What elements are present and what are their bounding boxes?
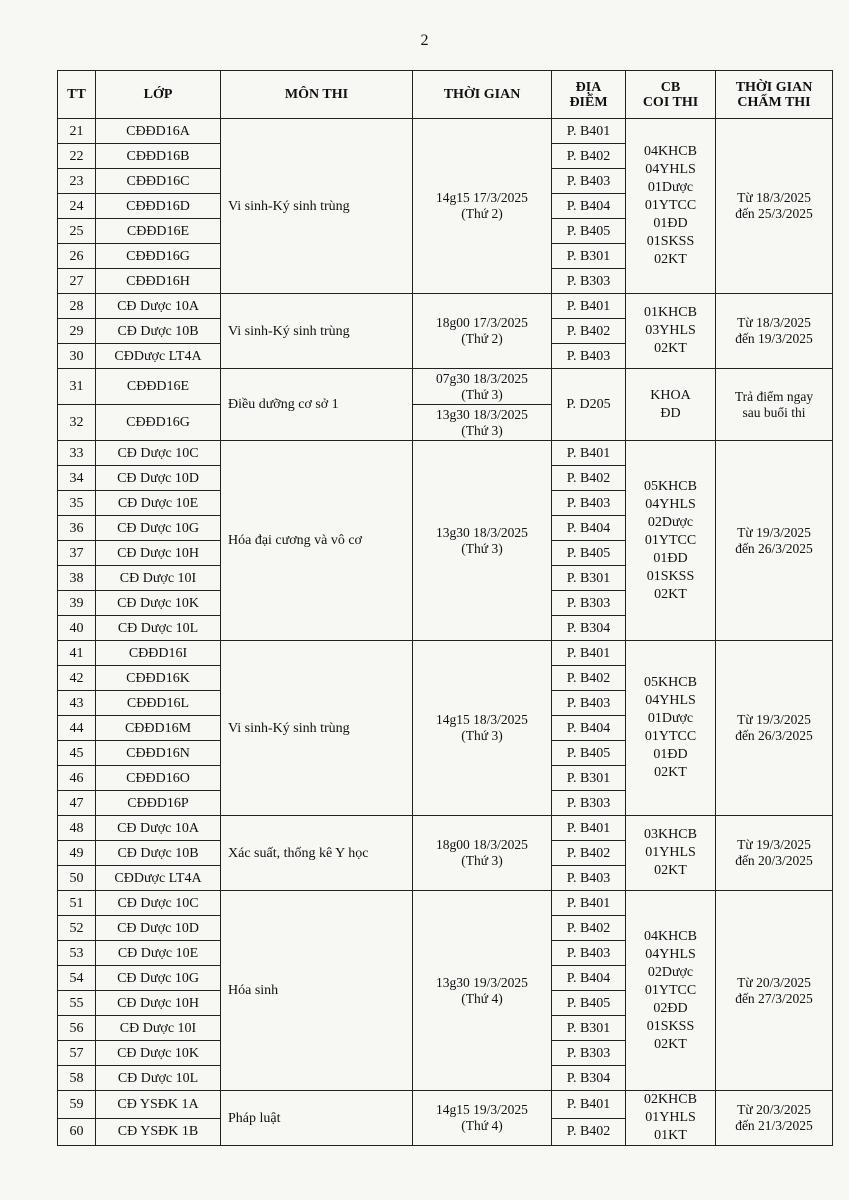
exam-room: P. B405	[552, 991, 626, 1016]
header-tt: TT	[58, 71, 96, 119]
row-number: 42	[58, 666, 96, 691]
proctor-list: 02KHCB 01YHLS 01KT	[626, 1091, 716, 1146]
row-number: 28	[58, 294, 96, 319]
exam-room: P. B405	[552, 541, 626, 566]
row-number: 45	[58, 741, 96, 766]
exam-room: P. B403	[552, 941, 626, 966]
exam-time: 07g30 18/3/2025 (Thứ 3)	[413, 369, 552, 405]
class-name: CĐĐD16P	[96, 791, 221, 816]
header-lop: LỚP	[96, 71, 221, 119]
class-name: CĐ Dược 10E	[96, 491, 221, 516]
row-number: 22	[58, 144, 96, 169]
class-name: CĐ Dược 10I	[96, 566, 221, 591]
row-number: 24	[58, 194, 96, 219]
class-name: CĐ Dược 10B	[96, 319, 221, 344]
exam-room: P. B405	[552, 219, 626, 244]
row-number: 29	[58, 319, 96, 344]
proctor-list: 05KHCB 04YHLS 02Dược 01YTCC 01ĐD 01SKSS 02KT	[626, 441, 716, 641]
exam-room: P. B404	[552, 194, 626, 219]
grading-period: Trả điểm ngay sau buổi thi	[716, 369, 833, 441]
header-thoi-gian: THỜI GIAN	[413, 71, 552, 119]
class-name: CĐĐD16E	[96, 219, 221, 244]
table-row	[58, 369, 833, 405]
exam-time: 14g15 18/3/2025 (Thứ 3)	[413, 641, 552, 816]
grading-period: Từ 20/3/2025 đến 21/3/2025	[716, 1091, 833, 1146]
exam-room: P. B303	[552, 591, 626, 616]
exam-room: P. B405	[552, 741, 626, 766]
class-name: CĐĐD16H	[96, 269, 221, 294]
class-name: CĐ Dược 10C	[96, 891, 221, 916]
class-name: CĐĐD16A	[96, 119, 221, 144]
exam-subject: Hóa đại cương và vô cơ	[221, 441, 413, 641]
exam-subject: Vi sinh-Ký sinh trùng	[221, 119, 413, 294]
exam-room: P. B303	[552, 791, 626, 816]
exam-room: P. B401	[552, 119, 626, 144]
class-name: CĐĐD16E	[96, 369, 221, 405]
exam-room: P. B401	[552, 891, 626, 916]
class-name: CĐĐD16I	[96, 641, 221, 666]
table-row	[58, 119, 833, 144]
exam-room: P. B401	[552, 816, 626, 841]
class-name: CĐ Dược 10E	[96, 941, 221, 966]
class-name: CĐDược LT4A	[96, 866, 221, 891]
class-name: CĐ Dược 10H	[96, 991, 221, 1016]
table-row	[58, 816, 833, 841]
row-number: 37	[58, 541, 96, 566]
exam-room: P. B301	[552, 1016, 626, 1041]
class-name: CĐ Dược 10I	[96, 1016, 221, 1041]
row-number: 40	[58, 616, 96, 641]
exam-room: P. B403	[552, 344, 626, 369]
class-name: CĐ Dược 10L	[96, 616, 221, 641]
table-header-row	[58, 71, 833, 119]
row-number: 48	[58, 816, 96, 841]
class-name: CĐĐD16O	[96, 766, 221, 791]
row-number: 43	[58, 691, 96, 716]
table-row	[58, 891, 833, 916]
exam-schedule-table	[57, 70, 833, 1146]
grading-period: Từ 18/3/2025 đến 25/3/2025	[716, 119, 833, 294]
class-name: CĐĐD16G	[96, 244, 221, 269]
header-mon-thi: MÔN THI	[221, 71, 413, 119]
row-number: 21	[58, 119, 96, 144]
row-number: 33	[58, 441, 96, 466]
table-row	[58, 641, 833, 666]
proctor-list: 03KHCB 01YHLS 02KT	[626, 816, 716, 891]
row-number: 60	[58, 1118, 96, 1146]
exam-time: 14g15 19/3/2025 (Thứ 4)	[413, 1091, 552, 1146]
exam-room: P. B402	[552, 916, 626, 941]
exam-time: 13g30 18/3/2025 (Thứ 3)	[413, 441, 552, 641]
class-name: CĐĐD16C	[96, 169, 221, 194]
exam-room: P. B403	[552, 691, 626, 716]
exam-room: P. B401	[552, 641, 626, 666]
class-name: CĐ Dược 10B	[96, 841, 221, 866]
grading-period: Từ 19/3/2025 đến 26/3/2025	[716, 641, 833, 816]
proctor-list: 01KHCB 03YHLS 02KT	[626, 294, 716, 369]
exam-room: P. B304	[552, 1066, 626, 1091]
exam-room: P. B301	[552, 766, 626, 791]
row-number: 56	[58, 1016, 96, 1041]
exam-room: P. B402	[552, 144, 626, 169]
row-number: 52	[58, 916, 96, 941]
proctor-list: 04KHCB 04YHLS 02Dược 01YTCC 02ĐD 01SKSS 02KT	[626, 891, 716, 1091]
table-row	[58, 441, 833, 466]
row-number: 49	[58, 841, 96, 866]
class-name: CĐ Dược 10A	[96, 294, 221, 319]
exam-room: P. B403	[552, 169, 626, 194]
class-name: CĐ Dược 10G	[96, 966, 221, 991]
exam-room: P. B401	[552, 294, 626, 319]
grading-period: Từ 19/3/2025 đến 20/3/2025	[716, 816, 833, 891]
table-body	[58, 119, 833, 1146]
row-number: 59	[58, 1091, 96, 1119]
row-number: 53	[58, 941, 96, 966]
row-number: 51	[58, 891, 96, 916]
row-number: 35	[58, 491, 96, 516]
row-number: 27	[58, 269, 96, 294]
header-thoi-gian-cham-thi: THỜI GIAN CHẤM THI	[716, 71, 833, 119]
exam-subject: Hóa sinh	[221, 891, 413, 1091]
row-number: 25	[58, 219, 96, 244]
exam-room: P. D205	[552, 369, 626, 441]
row-number: 23	[58, 169, 96, 194]
exam-room: P. B401	[552, 441, 626, 466]
exam-subject: Vi sinh-Ký sinh trùng	[221, 641, 413, 816]
class-name: CĐĐD16L	[96, 691, 221, 716]
exam-subject: Điều dưỡng cơ sở 1	[221, 369, 413, 441]
class-name: CĐ Dược 10K	[96, 1041, 221, 1066]
class-name: CĐĐD16G	[96, 405, 221, 441]
table-row	[58, 294, 833, 319]
exam-room: P. B404	[552, 716, 626, 741]
exam-time: 14g15 17/3/2025 (Thứ 2)	[413, 119, 552, 294]
class-name: CĐĐD16D	[96, 194, 221, 219]
exam-room: P. B303	[552, 269, 626, 294]
class-name: CĐ YSĐK 1A	[96, 1091, 221, 1119]
row-number: 50	[58, 866, 96, 891]
class-name: CĐĐD16N	[96, 741, 221, 766]
class-name: CĐĐD16K	[96, 666, 221, 691]
proctor-list: KHOA ĐD	[626, 369, 716, 441]
row-number: 36	[58, 516, 96, 541]
exam-room: P. B301	[552, 566, 626, 591]
row-number: 44	[58, 716, 96, 741]
page-number: 2	[420, 32, 429, 49]
exam-subject: Pháp luật	[221, 1091, 413, 1146]
row-number: 31	[58, 369, 96, 405]
row-number: 46	[58, 766, 96, 791]
proctor-list: 05KHCB 04YHLS 01Dược 01YTCC 01ĐD 02KT	[626, 641, 716, 816]
class-name: CĐ Dược 10C	[96, 441, 221, 466]
exam-room: P. B402	[552, 466, 626, 491]
exam-room: P. B304	[552, 616, 626, 641]
exam-time: 18g00 18/3/2025 (Thứ 3)	[413, 816, 552, 891]
exam-room: P. B301	[552, 244, 626, 269]
row-number: 47	[58, 791, 96, 816]
grading-period: Từ 20/3/2025 đến 27/3/2025	[716, 891, 833, 1091]
exam-room: P. B402	[552, 841, 626, 866]
row-number: 38	[58, 566, 96, 591]
class-name: CĐĐD16B	[96, 144, 221, 169]
class-name: CĐ Dược 10G	[96, 516, 221, 541]
row-number: 32	[58, 405, 96, 441]
class-name: CĐDược LT4A	[96, 344, 221, 369]
class-name: CĐĐD16M	[96, 716, 221, 741]
row-number: 57	[58, 1041, 96, 1066]
header-dia-diem: ĐỊA ĐIỂM	[552, 71, 626, 119]
exam-time: 13g30 18/3/2025 (Thứ 3)	[413, 405, 552, 441]
class-name: CĐ Dược 10D	[96, 466, 221, 491]
exam-subject: Vi sinh-Ký sinh trùng	[221, 294, 413, 369]
table-row	[58, 1091, 833, 1119]
exam-time: 18g00 17/3/2025 (Thứ 2)	[413, 294, 552, 369]
grading-period: Từ 18/3/2025 đến 19/3/2025	[716, 294, 833, 369]
exam-subject: Xác suất, thống kê Y học	[221, 816, 413, 891]
class-name: CĐ Dược 10K	[96, 591, 221, 616]
class-name: CĐ Dược 10H	[96, 541, 221, 566]
proctor-list: 04KHCB 04YHLS 01Dược 01YTCC 01ĐD 01SKSS 02KT	[626, 119, 716, 294]
class-name: CĐ Dược 10L	[96, 1066, 221, 1091]
exam-room: P. B403	[552, 491, 626, 516]
row-number: 55	[58, 991, 96, 1016]
exam-room: P. B402	[552, 666, 626, 691]
grading-period: Từ 19/3/2025 đến 26/3/2025	[716, 441, 833, 641]
header-cb-coi-thi: CB COI THI	[626, 71, 716, 119]
class-name: CĐ YSĐK 1B	[96, 1118, 221, 1146]
class-name: CĐ Dược 10D	[96, 916, 221, 941]
exam-room: P. B303	[552, 1041, 626, 1066]
exam-room: P. B404	[552, 966, 626, 991]
row-number: 41	[58, 641, 96, 666]
class-name: CĐ Dược 10A	[96, 816, 221, 841]
exam-room: P. B402	[552, 319, 626, 344]
exam-room: P. B401	[552, 1091, 626, 1119]
exam-room: P. B404	[552, 516, 626, 541]
exam-room: P. B403	[552, 866, 626, 891]
exam-room: P. B402	[552, 1118, 626, 1146]
row-number: 54	[58, 966, 96, 991]
row-number: 34	[58, 466, 96, 491]
row-number: 58	[58, 1066, 96, 1091]
exam-time: 13g30 19/3/2025 (Thứ 4)	[413, 891, 552, 1091]
row-number: 30	[58, 344, 96, 369]
row-number: 39	[58, 591, 96, 616]
row-number: 26	[58, 244, 96, 269]
